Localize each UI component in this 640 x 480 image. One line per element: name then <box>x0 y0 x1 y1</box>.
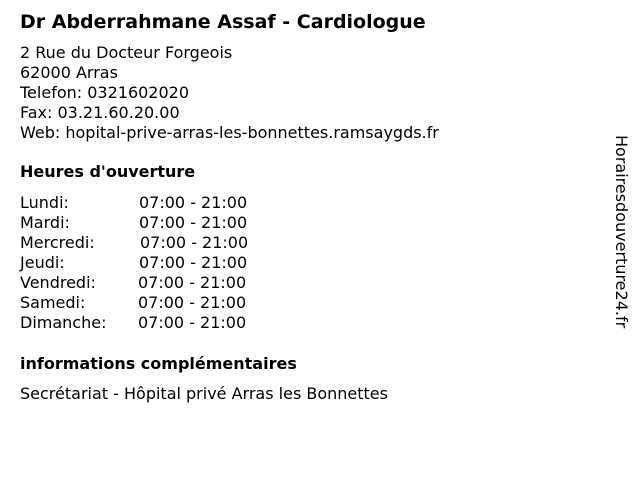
day-label: Mardi: <box>20 213 70 232</box>
time-range: 07:00 - 21:00 <box>138 273 247 292</box>
day-label: Mercredi: <box>20 233 95 252</box>
phone-number: Telefon: 0321602020 <box>20 83 190 102</box>
time-range: 07:00 - 21:00 <box>140 233 249 252</box>
day-label: Lundi: <box>20 193 69 212</box>
street-address: 2 Rue du Docteur Forgeois <box>20 43 233 62</box>
contact-block <box>20 43 600 143</box>
page-title: Dr Abderrahmane Assaf - Cardiologue <box>20 11 426 33</box>
website: Web: hopital-prive-arras-les-bonnettes.ramsaygds.fr <box>20 123 439 142</box>
day-label: Dimanche: <box>20 313 107 332</box>
hours-row-sunday <box>20 313 600 333</box>
hours-heading: Heures d'ouverture <box>20 162 196 181</box>
time-range: 07:00 - 21:00 <box>138 313 247 332</box>
hours-row-thursday <box>20 253 600 273</box>
city-postcode: 62000 Arras <box>20 63 118 82</box>
hours-row-monday <box>20 193 600 213</box>
time-range: 07:00 - 21:00 <box>138 293 247 312</box>
page-content <box>20 10 600 404</box>
time-range: 07:00 - 21:00 <box>139 253 248 272</box>
day-label: Jeudi: <box>20 253 65 272</box>
opening-hours-list <box>20 193 600 333</box>
info-text: Secrétariat - Hôpital privé Arras les Bonnettes <box>20 384 388 403</box>
hours-row-friday <box>20 273 600 293</box>
time-range: 07:00 - 21:00 <box>139 193 248 212</box>
info-heading: informations complémentaires <box>20 354 297 373</box>
hours-row-saturday <box>20 293 600 313</box>
time-range: 07:00 - 21:00 <box>139 213 248 232</box>
fax-number: Fax: 03.21.60.20.00 <box>20 103 180 122</box>
site-watermark: Horairesdouverture24.fr <box>612 135 631 329</box>
day-label: Samedi: <box>20 293 86 312</box>
hours-row-tuesday <box>20 213 600 233</box>
day-label: Vendredi: <box>20 273 96 292</box>
hours-row-wednesday <box>20 233 600 253</box>
